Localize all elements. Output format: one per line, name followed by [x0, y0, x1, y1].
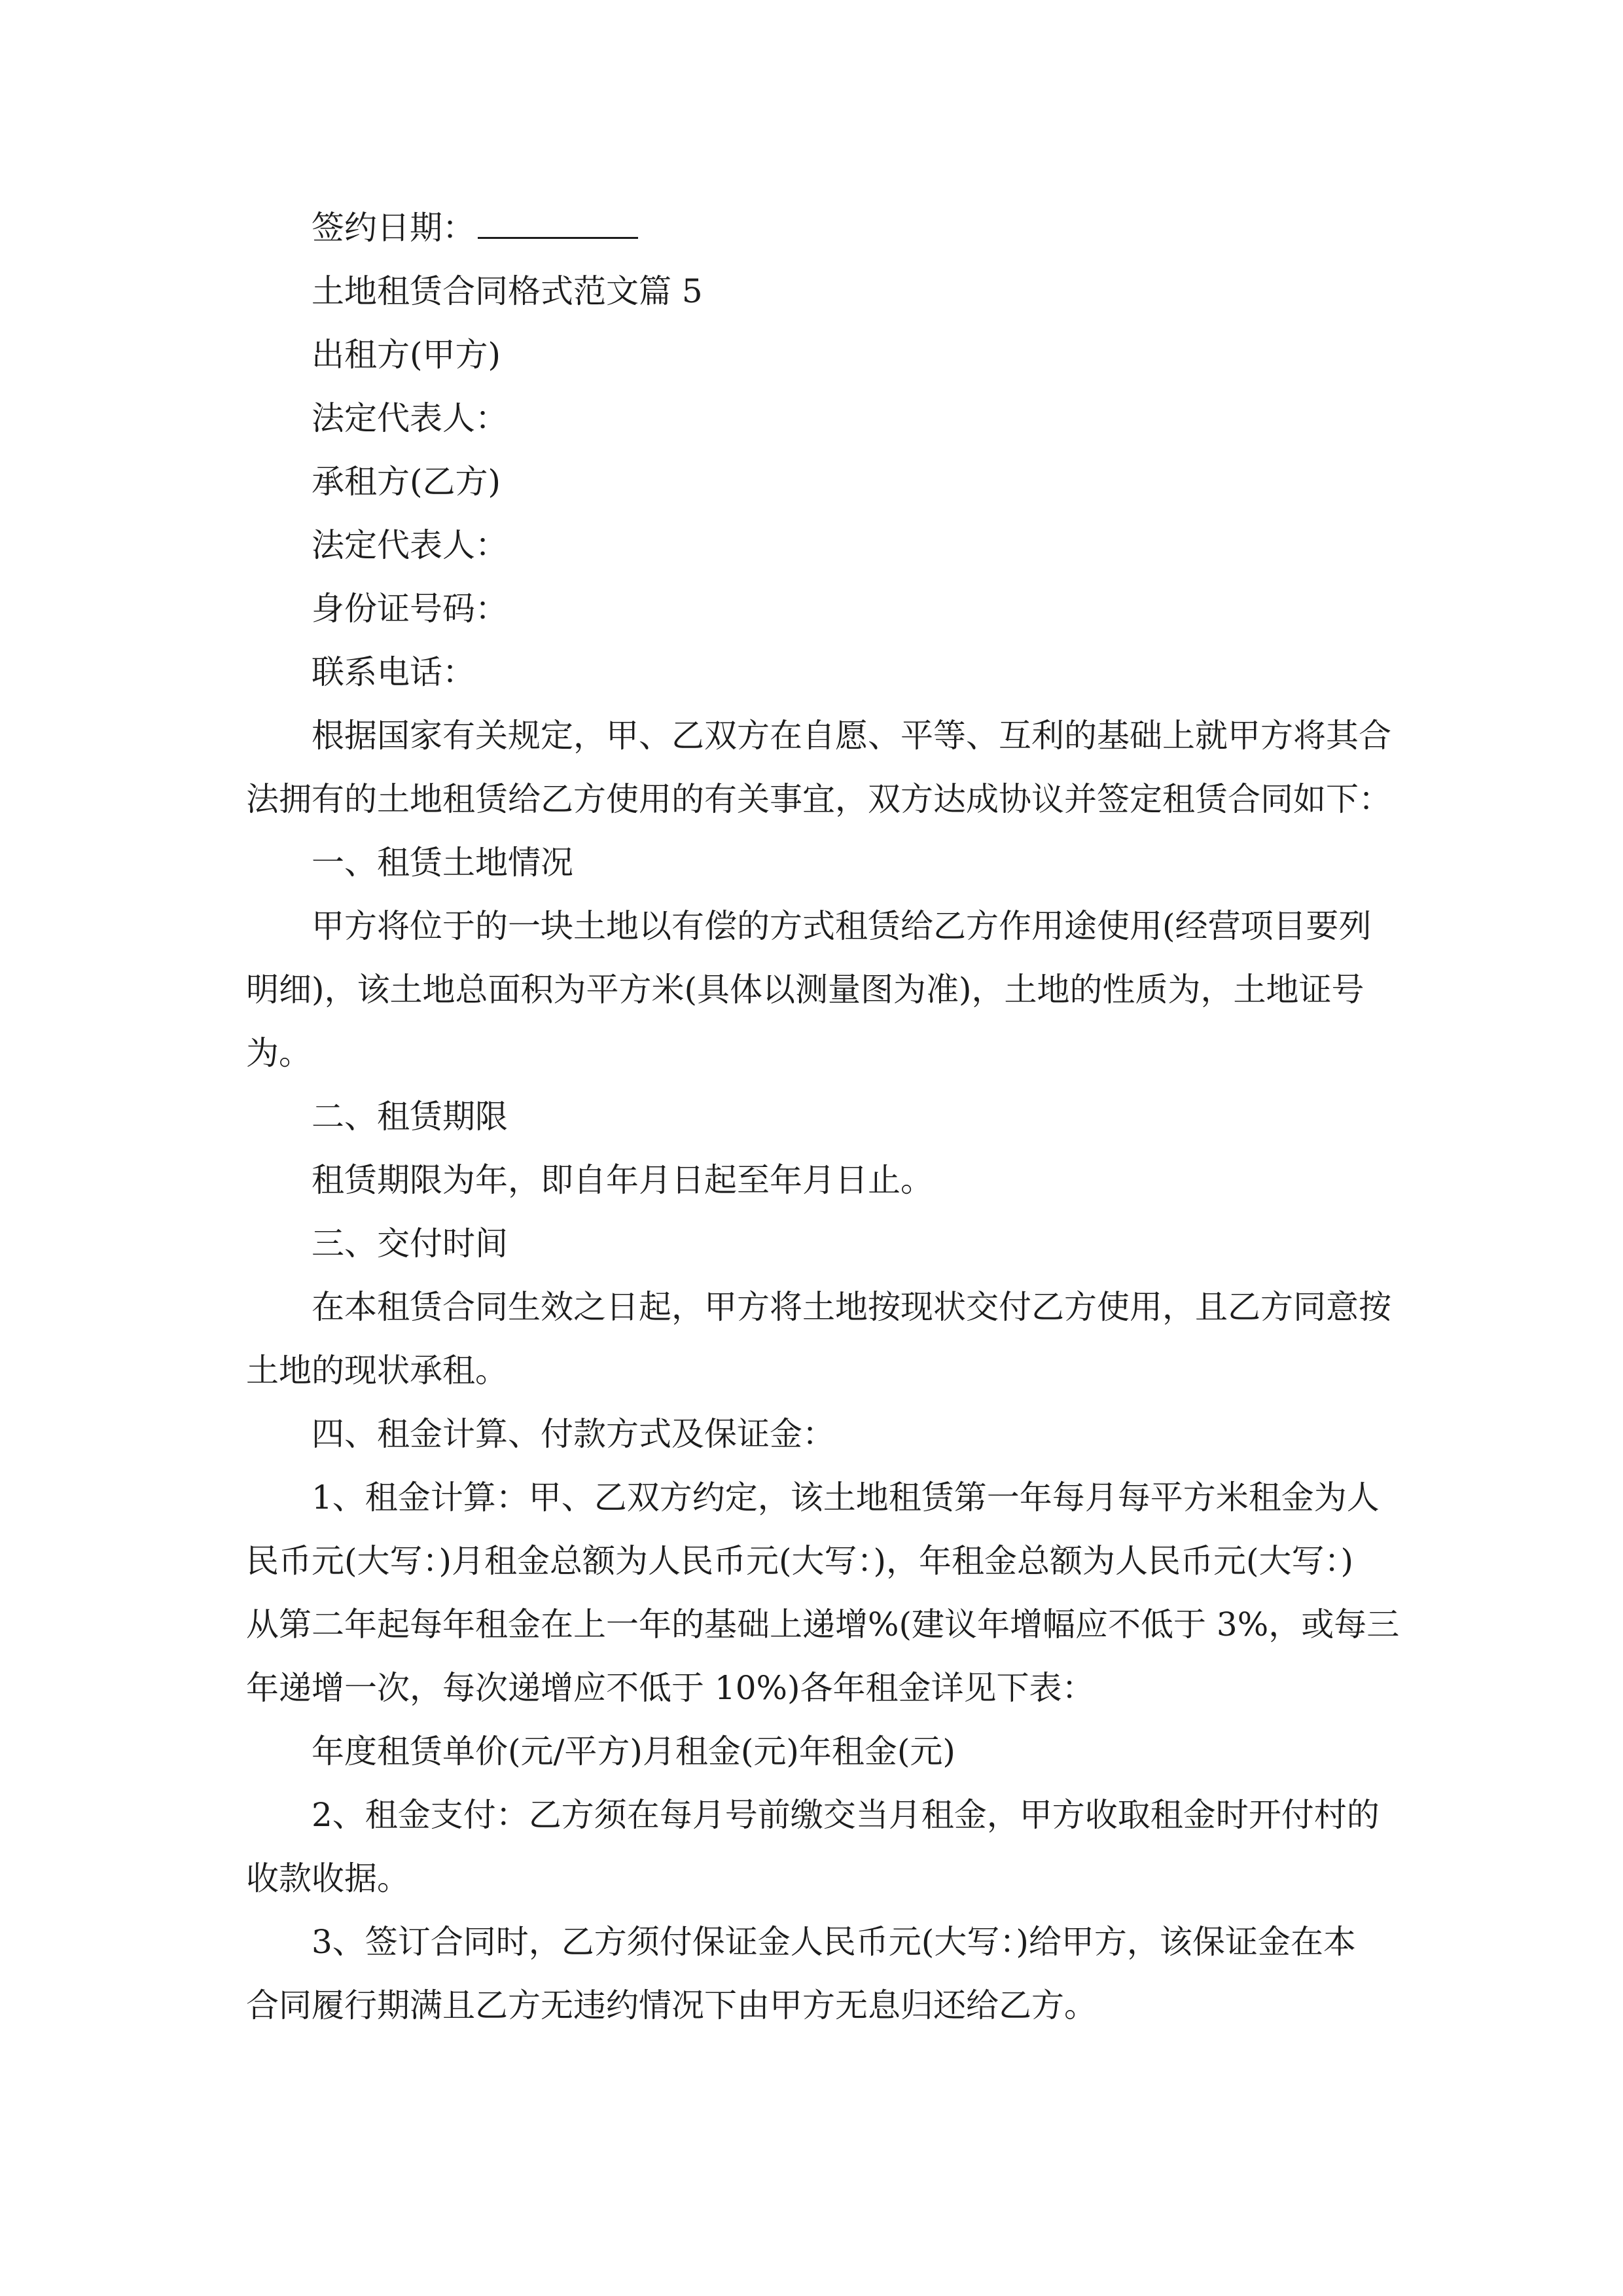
heading-line: 二、租赁期限 [312, 1098, 508, 1136]
phone-line: 联系电话： [312, 653, 475, 691]
lessor-line: 出租方(甲方) [312, 336, 501, 374]
heading-line: 一、租赁土地情况 [312, 844, 573, 882]
heading-line: 四、租金计算、付款方式及保证金： [312, 1415, 835, 1453]
paragraph-line: 年递增一次，每次递增应不低于 10%)各年租金详见下表： [246, 1669, 1095, 1707]
paragraph-line: 在本租赁合同生效之日起，甲方将土地按现状交付乙方使用，且乙方同意按 [312, 1288, 1391, 1326]
paragraph-line: 民币元(大写：)月租金总额为人民币元(大写：)，年租金总额为人民币元(大写：) [246, 1542, 1354, 1580]
paragraph-line: 3、签订合同时，乙方须付保证金人民币元(大写：)给甲方，该保证金在本 [312, 1923, 1356, 1961]
paragraph-line: 收款收据。 [246, 1859, 410, 1897]
paragraph-line: 土地的现状承租。 [246, 1352, 508, 1390]
paragraph-line: 1、租金计算：甲、乙双方约定，该土地租赁第一年每月每平方米租金为人 [312, 1479, 1380, 1516]
paragraph-line: 合同履行期满且乙方无违约情况下由甲方无息归还给乙方。 [246, 1986, 1097, 2024]
paragraph-line: 从第二年起每年租金在上一年的基础上递增%(建议年增幅应不低于 3%，或每三 [246, 1605, 1400, 1643]
paragraph-line: 为。 [246, 1034, 312, 1072]
lessor-representative-line: 法定代表人： [312, 399, 508, 437]
heading-line: 三、交付时间 [312, 1225, 508, 1263]
document-body [246, 196, 1424, 2037]
signing-date-label: 签约日期： [312, 209, 475, 247]
paragraph-line: 根据国家有关规定，甲、乙双方在自愿、平等、互利的基础上就甲方将其合 [312, 717, 1391, 755]
signing-date-line [246, 196, 1424, 260]
paragraph-line: 2、租金支付：乙方须在每月号前缴交当月租金，甲方收取租金时开付村的 [312, 1796, 1380, 1834]
signing-date-blank [478, 206, 638, 239]
id-number-line: 身份证号码： [312, 590, 508, 628]
paragraph-line: 租赁期限为年，即自年月日起至年月日止。 [312, 1161, 933, 1199]
paragraph-line: 法拥有的土地租赁给乙方使用的有关事宜，双方达成协议并签定租赁合同如下： [246, 780, 1391, 818]
section-title: 土地租赁合同格式范文篇 5 [312, 272, 703, 310]
lessee-line: 承租方(乙方) [312, 463, 501, 501]
lessee-representative-line: 法定代表人： [312, 526, 508, 564]
paragraph-line: 甲方将位于的一块土地以有偿的方式租赁给乙方作用途使用(经营项目要列 [312, 907, 1372, 945]
paragraph-line: 明细)，该土地总面积为平方米(具体以测量图为准)，土地的性质为，土地证号 [246, 971, 1364, 1009]
rent-table-header-line: 年度租赁单价(元/平方)月租金(元)年租金(元) [312, 1732, 955, 1770]
